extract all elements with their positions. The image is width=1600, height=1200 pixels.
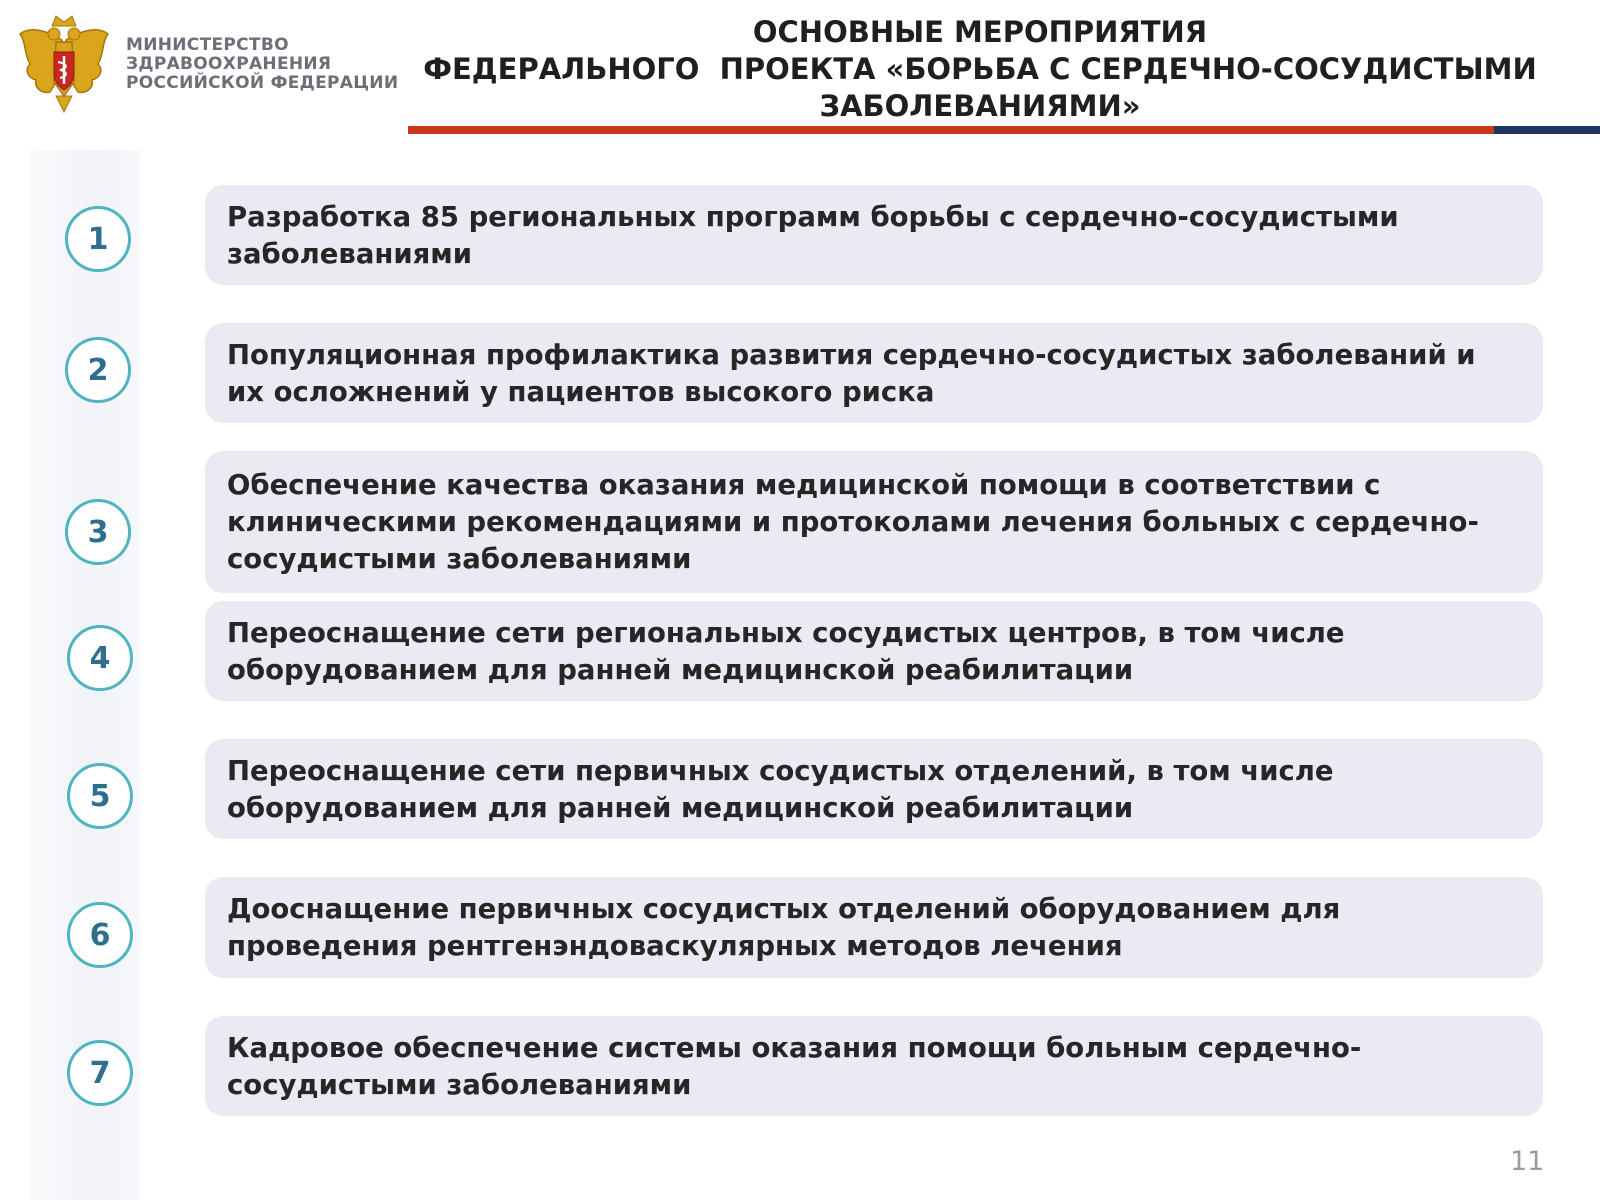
page-title-line-3: ЗАБОЛЕВАНИЯМИ» xyxy=(819,89,1141,123)
item-number: 3 xyxy=(87,514,109,550)
item-number-badge xyxy=(67,902,133,968)
list-item xyxy=(205,601,1543,701)
item-number: 1 xyxy=(87,221,109,257)
page-title-line-2: ФЕДЕРАЛЬНОГО ПРОЕКТА «БОРЬБА С СЕРДЕЧНО-СОСУДИСТЫМИ xyxy=(423,52,1537,86)
list-item xyxy=(205,1016,1543,1116)
item-number-badge xyxy=(65,206,131,272)
page-title xyxy=(410,14,1550,125)
list-item xyxy=(205,185,1543,285)
ministry-name xyxy=(126,36,398,93)
list-item-text: Обеспечение качества оказания медицинской помощи в соответствии с клиническими рекомендациями и протоколами лечения больных с сердечно-сосудистыми заболеваниями xyxy=(227,469,1479,575)
item-number-badge xyxy=(65,337,131,403)
item-number: 7 xyxy=(89,1055,111,1091)
item-number: 4 xyxy=(89,640,111,676)
ministry-name-line-3: РОССИЙСКОЙ ФЕДЕРАЦИИ xyxy=(126,72,399,93)
list-item xyxy=(205,877,1543,978)
list-item-text: Переоснащение сети региональных сосудистых центров, в том числе оборудованием для ранней медицинской реабилитации xyxy=(227,617,1345,686)
page-title-line-1: ОСНОВНЫЕ МЕРОПРИЯТИЯ xyxy=(752,15,1208,49)
page-number: 11 xyxy=(1510,1146,1545,1177)
list-item xyxy=(205,451,1543,593)
header-divider-red xyxy=(408,126,1494,134)
list-item-text: Дооснащение первичных сосудистых отделений оборудованием для проведения рентгенэндоваскулярных методов лечения xyxy=(227,893,1341,962)
item-number-badge xyxy=(67,763,133,829)
list-item-text: Популяционная профилактика развития сердечно-сосудистых заболеваний и их осложнений у пациентов высокого риска xyxy=(227,339,1476,408)
list-item-text: Разработка 85 региональных программ борьбы с сердечно-сосудистыми заболеваниями xyxy=(227,201,1399,270)
list-item xyxy=(205,739,1543,839)
list-item-text: Кадровое обеспечение системы оказания помощи больным сердечно-сосудистыми заболеваниями xyxy=(227,1032,1362,1101)
list-item xyxy=(205,323,1543,423)
item-number-badge xyxy=(67,1040,133,1106)
item-number: 5 xyxy=(89,778,111,814)
header-divider-blue xyxy=(1494,126,1600,134)
item-number: 6 xyxy=(89,917,111,953)
emblem-icon xyxy=(16,12,112,116)
ministry-name-line-2: ЗДРАВООХРАНЕНИЯ xyxy=(126,53,332,74)
item-number-badge xyxy=(67,625,133,691)
item-number: 2 xyxy=(87,352,109,388)
list-item-text: Переоснащение сети первичных сосудистых отделений, в том числе оборудованием для ранней медицинской реабилитации xyxy=(227,755,1334,824)
ministry-logo xyxy=(16,12,398,116)
ministry-name-line-1: МИНИСТЕРСТВО xyxy=(126,34,289,55)
item-number-badge xyxy=(65,499,131,565)
